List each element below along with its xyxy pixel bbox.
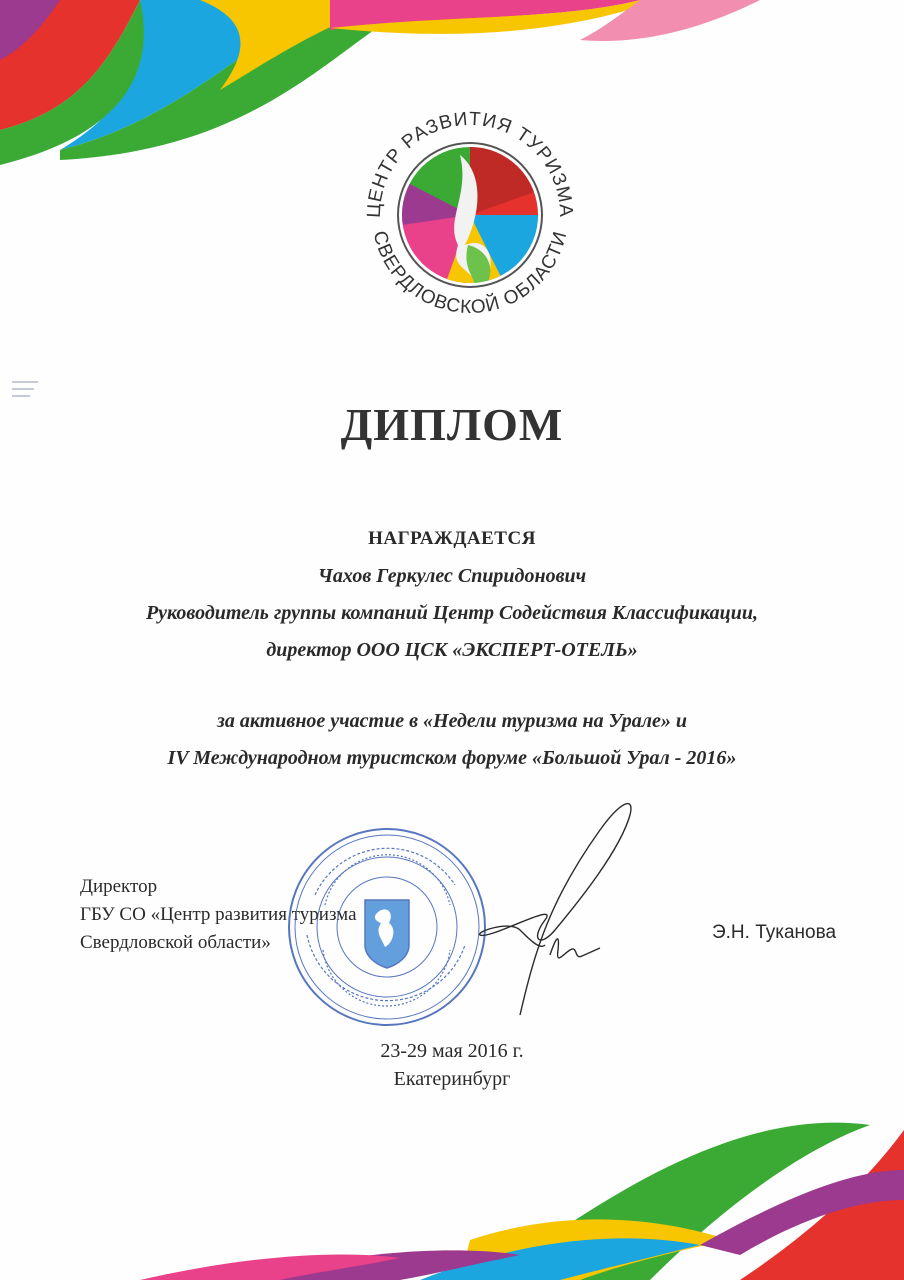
signatory-org-line-2: Свердловской области» — [80, 932, 271, 953]
signatory-org-line-1: ГБУ СО «Центр развития туризма — [80, 904, 357, 925]
event-city: Екатеринбург — [393, 1068, 511, 1090]
awarded-label: НАГРАЖДАЕТСЯ — [368, 528, 536, 549]
recipient-name: Чахов Геркулес Спиридонович — [317, 565, 587, 587]
logo-arc-bottom: СВЕРДЛОВСКОЙ ОБЛАСТИ — [368, 228, 572, 319]
recipient-position-line-2: директор ООО ЦСК «ЭКСПЕРТ-ОТЕЛЬ» — [266, 639, 638, 661]
award-reason-line-1: за активное участие в «Недели туризма на Урале» и — [217, 710, 687, 732]
tourism-center-logo — [350, 95, 590, 335]
recipient-position-line-1: Руководитель группы компаний Центр Содействия Классификации, — [145, 602, 759, 624]
scan-mark-icon — [8, 378, 44, 400]
event-dates: 23-29 мая 2016 г. — [380, 1040, 524, 1062]
handwritten-signature — [450, 790, 670, 1020]
diploma-title: ДИПЛОМ — [340, 399, 564, 450]
signatory-name: Э.Н. Туканова — [712, 922, 837, 943]
award-reason-line-2: IV Международном туристском форуме «Большой Урал - 2016» — [167, 747, 737, 769]
signatory-role: Директор — [80, 876, 158, 897]
logo-arc-top: ЦЕНТР РАЗВИТИЯ ТУРИЗМА — [363, 108, 577, 219]
